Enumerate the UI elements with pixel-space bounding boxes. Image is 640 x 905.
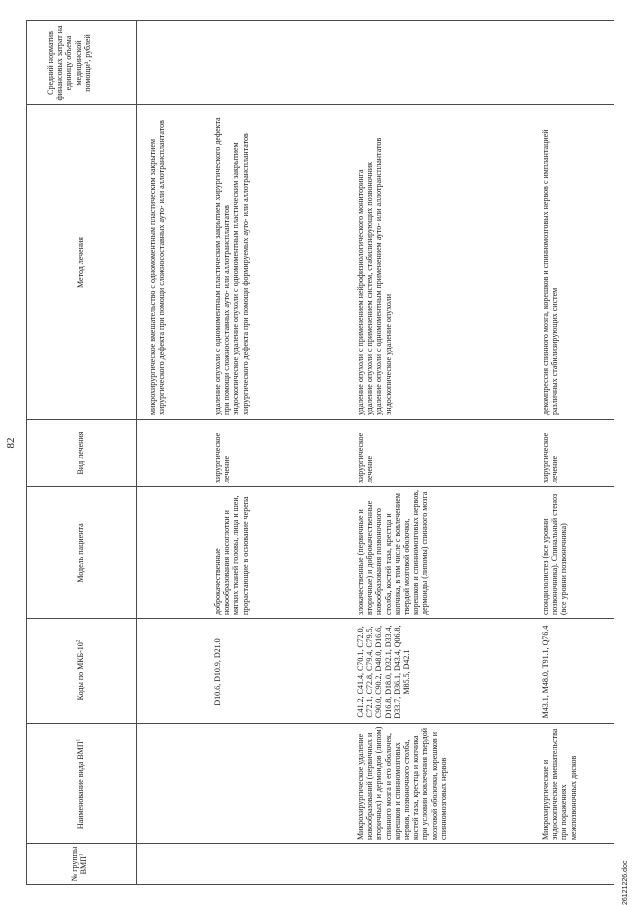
table-border-right — [26, 20, 614, 21]
header-treatment-method: Метод лечения — [76, 237, 85, 288]
table-row-vmp-name: Микрохирургические и эндоскопические вмешательства при поражениях межпозвоночных дисков — [541, 728, 578, 840]
header-vmp-name: Наименование вида ВМП$^1$ — [76, 738, 85, 830]
column-divider — [26, 486, 614, 487]
table-row-treatment-type: хирургическое лечение — [541, 432, 560, 483]
column-divider — [26, 104, 614, 105]
table-border-left — [26, 884, 614, 885]
header-divider — [136, 20, 137, 885]
table-row-treatment-type: хирургическое лечение — [213, 432, 232, 483]
table-row-codes: D10.6, D10.9, D21.0 — [213, 638, 222, 706]
table-row-method: микрохирургическое вмешательство с одномоментным пластическим закрытием хирургического дефекта при помощи сложносоставных ауто- или аллотрансплантатов — [148, 120, 167, 415]
column-divider — [26, 419, 614, 420]
table-row-method: декомпрессия спинного мозга, корешков и спинномозговых нервов с имплантацией различных стабилизирующих систем — [541, 129, 560, 415]
column-divider — [26, 618, 614, 619]
table-row-treatment-type: хирургическое лечение — [356, 432, 375, 483]
table-row-vmp-name: Микрохирургическое удаление новообразований (первичных и вторичных) и дермоидов (липом) спинного мозга и его оболочек, корешков и спинномозговых нервов, позвоночного столба, костей таза, крестца и копчика при условии вовлечения твердой мозговой оболочки, корешков и спинномозговых нервов — [356, 726, 448, 840]
table-row-patient-model: злокачественные (первичные и вторичные) и доброкачественные новообразования позвоночного столба, костей таза, крестца и копчика, в том числе с вовлечением твердой мозговой оболочки, корешков и спинномозговых нервов, дермоиды (липомы) спинного мозга — [356, 489, 430, 615]
medical-care-table — [26, 20, 614, 885]
table-row-patient-model: доброкачественные новообразования носоглотки и мягких тканей головы, лица и шеи, прорастающие в основание черепа — [213, 495, 250, 615]
table-row-codes: C41.2, C41.4, C70.1, C72.0, C72.1, C72.8, C79.4, C79.5, C90.0, C90.2, D48.0, D16.6, D16.8, D18.0, D32.1, D33.4, D33.7, D36.1, D43.4, Q06.8, M85.5, D42.1 — [356, 625, 412, 719]
table-row-codes: M43.1, M48.0, T91.1, Q76.4 — [541, 625, 550, 719]
table-row-patient-model: спондилолистез (все уровни позвоночника). Спинальный стеноз (все уровни позвоночника) — [541, 493, 569, 615]
footer-filename: 26121226.doc — [622, 860, 629, 905]
table-border-top — [26, 20, 27, 885]
header-patient-model: Модель пациента — [76, 523, 85, 583]
header-icd-codes: Коды по МКБ-$10^2$ — [76, 639, 85, 701]
page-number: 82 — [5, 437, 17, 449]
column-divider — [26, 843, 614, 844]
header-group-number: № группы ВМП$^1$ — [70, 846, 89, 882]
column-divider — [26, 723, 614, 724]
table-row-method: удаление опухоли с одномоментным пластическим закрытием хирургического дефекта при помощи сложносоставных ауто- или аллотрансплантатов эндоскопическое удаление опухоли с одномоментным пластическим закрытием хирургического дефекта при помощи формируемых ауто- или аллотрансплантатов — [213, 117, 250, 415]
header-treatment-type: Вид лечения — [76, 431, 85, 475]
table-row-method: удаление опухоли с применением нейрофизиологического мониторинга удаление опухоли с применением систем, стабилизирующих позвоночник удаление опухоли с одномоментным применением ауто- или аллотрансплантатов эндоскопическое удаление опухоли — [356, 137, 393, 415]
header-average-cost: Средний норматив финансовых затрат на единицу объема медицинской помощи³, рублей — [46, 25, 92, 101]
